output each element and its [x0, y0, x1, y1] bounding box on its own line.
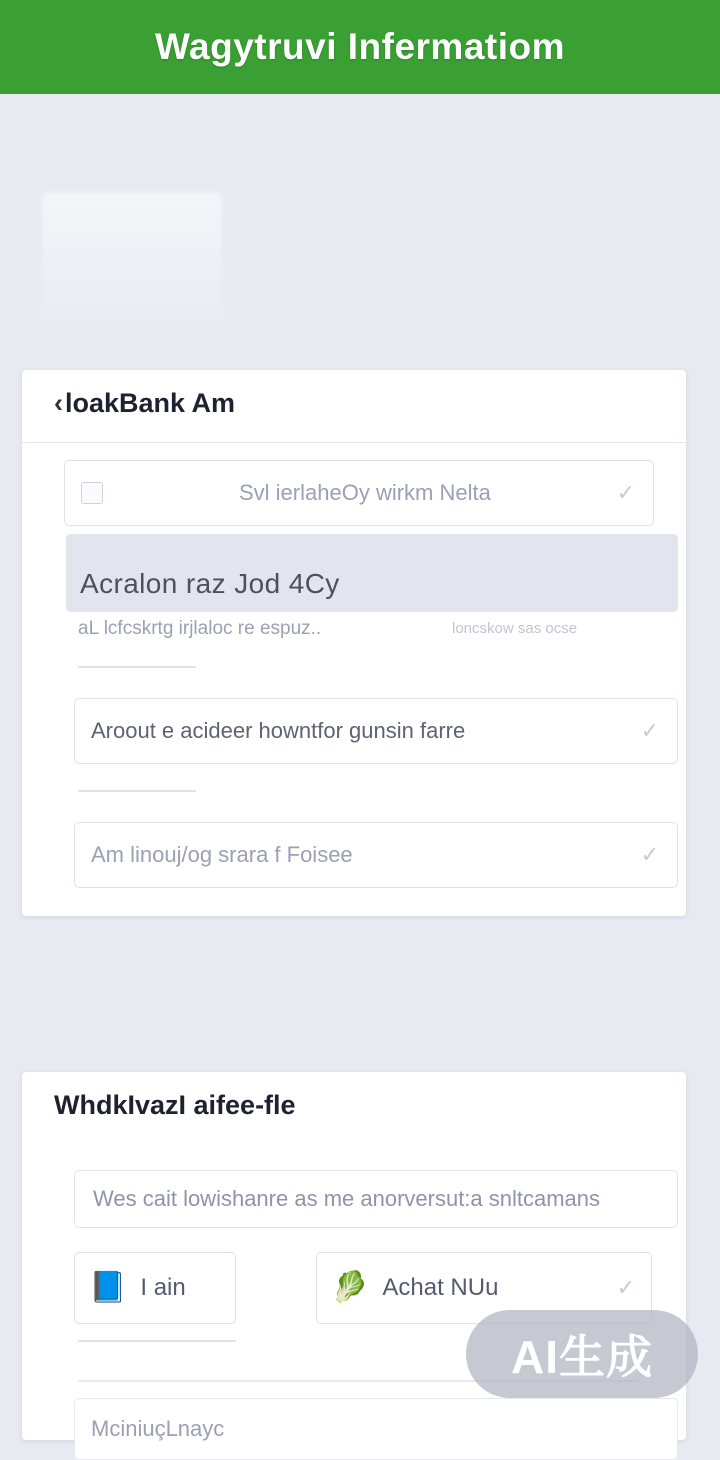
field-row-1-text: Svl ierlaheOy wirkm Nelta	[239, 480, 491, 505]
ai-watermark-badge	[466, 1310, 698, 1398]
bottom-field[interactable]	[74, 1398, 678, 1460]
bottom-field-text: MciniuçLnayc	[91, 1416, 225, 1441]
divider-line-3	[78, 1340, 236, 1342]
choice-option-2-label: Achat NUu	[382, 1274, 499, 1301]
card-1-title	[54, 388, 235, 419]
account-sub-text-right: loncskow sas ocse	[452, 620, 578, 637]
broccoli-icon: 🥬	[331, 1271, 369, 1304]
check-icon: ✓	[640, 718, 659, 743]
card-1-title-text: loakBank Am	[65, 388, 236, 418]
choice-option-1-label: I ain	[140, 1274, 186, 1301]
description-field-text: Wes cait lowishanre as me anorversut:a snltcamans	[93, 1186, 601, 1211]
card-2-title: WhdkIvazI aifee-fle	[54, 1090, 296, 1120]
choice-option-1[interactable]	[74, 1252, 236, 1324]
checkbox-icon[interactable]	[81, 482, 103, 504]
check-icon: ✓	[616, 480, 635, 505]
divider-line-2	[78, 790, 196, 792]
account-sub-text: aL lcfcskrtg irjlaloc re espuz..	[78, 618, 322, 639]
page-title: Wagytruvi Infermatiom	[154, 26, 566, 67]
account-heading-text: Acralon raz Jod 4Cy	[80, 568, 340, 599]
field-row-3[interactable]	[74, 822, 678, 888]
check-icon: ✓	[640, 842, 659, 867]
check-icon: ✓	[616, 1275, 635, 1300]
divider-line-1	[78, 666, 196, 668]
back-chevron-icon[interactable]: ‹	[54, 388, 63, 418]
page-body	[0, 94, 720, 1440]
field-row-2[interactable]	[74, 698, 678, 764]
ai-watermark-text: AI生成	[511, 1331, 653, 1383]
field-row-3-text: Am linouj/og srara f Foisee	[91, 842, 353, 867]
bank-info-card	[22, 370, 686, 916]
book-icon: 📘	[89, 1271, 127, 1304]
app-header	[0, 0, 720, 94]
field-row-1[interactable]	[64, 460, 654, 526]
card-1-divider	[22, 442, 686, 443]
description-field[interactable]	[74, 1170, 678, 1228]
field-row-2-text: Aroout e acideer howntfor gunsin farre	[91, 718, 466, 743]
background-ghost-block	[42, 192, 222, 342]
